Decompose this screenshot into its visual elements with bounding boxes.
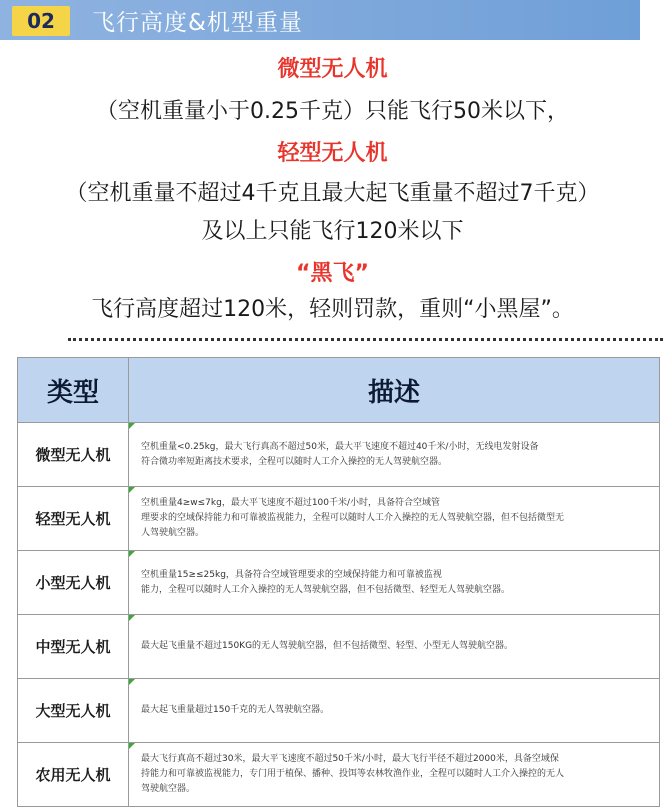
light-drone-text-1: （空机重量不超过4千克且最大起飞重量不超过7千克）: [65, 181, 600, 206]
row-type-agricultural: 农用无人机: [18, 743, 129, 807]
row-type-medium: 中型无人机: [18, 615, 129, 679]
table-row: [18, 423, 660, 487]
drone-category-table: [17, 357, 660, 807]
micro-drone-text: （空机重量小于0.25千克）只能飞行50米以下，: [96, 99, 569, 124]
section-title: 飞行高度&机型重量: [92, 10, 303, 36]
desc-line: 空机重量<0.25kg，最大飞行真高不超过50米，最大平飞速度不超过40千米/小时，无线电发射设备: [141, 441, 539, 452]
row-desc-micro: [129, 423, 660, 487]
desc-line: 空机重量4≥w≤7kg，最大平飞速度不超过100千米/小时，具备符合空域管: [141, 498, 441, 508]
row-desc-agricultural: [129, 743, 660, 807]
desc-line: 理要求的空域保持能力和可靠被监视能力，全程可以随时人工介入操控的无人驾驶航空器，但不包括微型无: [141, 513, 565, 523]
row-type-large: 大型无人机: [18, 679, 129, 743]
desc-line: 人驾驶航空器。: [141, 528, 205, 538]
header-type: 类型: [18, 358, 129, 423]
black-flight-text: 飞行高度超过120米，轻则罚款，重则“小黑屋”。: [91, 297, 574, 322]
desc-line: 符合微功率短距离技术要求，全程可以随时人工介入操控的无人驾驶航空器。: [141, 456, 448, 467]
row-desc-large: [129, 679, 660, 743]
desc-line: 空机重量15≥≤25kg，具备符合空域管理要求的空域保持能力和可靠被监视: [141, 569, 442, 580]
header-description: 描述: [129, 358, 660, 423]
row-type-light: 轻型无人机: [18, 487, 129, 551]
light-drone-text-2: 及以上只能飞行120米以下: [201, 219, 464, 244]
table-row: [18, 679, 660, 743]
desc-line: 最大起飞重量不超过150KG的无人驾驶航空器，但不包括微型、轻型、小型无人驾驶航空器。: [141, 641, 514, 651]
micro-drone-heading: 微型无人机: [277, 57, 388, 82]
table-row: [18, 551, 660, 615]
row-type-micro: 微型无人机: [18, 423, 129, 487]
desc-line: 能力，全程可以随时人工介入操控的无人驾驶航空器，但不包括微型、轻型无人驾驶航空器。: [141, 584, 511, 595]
desc-line: 驾驶航空器。: [141, 784, 196, 794]
section-number-badge: 02: [12, 6, 70, 36]
dotted-divider: [68, 338, 663, 341]
row-desc-light: [129, 487, 660, 551]
desc-line: 最大起飞重量超过150千克的无人驾驶航空器。: [141, 705, 330, 715]
row-desc-medium: [129, 615, 660, 679]
table-row: [18, 487, 660, 551]
desc-line: 持能力和可靠被监视能力，专门用于植保、播种、投饵等农林牧渔作业，全程可以随时人工介入操控的无人: [141, 769, 565, 779]
desc-line: 最大飞行真高不超过30米，最大平飞速度不超过50千米/小时，最大飞行半径不超过2000米，具备空域保: [141, 754, 559, 764]
row-desc-small: [129, 551, 660, 615]
section-header: [0, 0, 640, 40]
table-header-row: [18, 358, 660, 423]
table-row: [18, 743, 660, 807]
row-type-small: 小型无人机: [18, 551, 129, 615]
table-row: [18, 615, 660, 679]
light-drone-heading: 轻型无人机: [277, 141, 388, 166]
black-flight-heading: “黑飞”: [296, 261, 369, 286]
